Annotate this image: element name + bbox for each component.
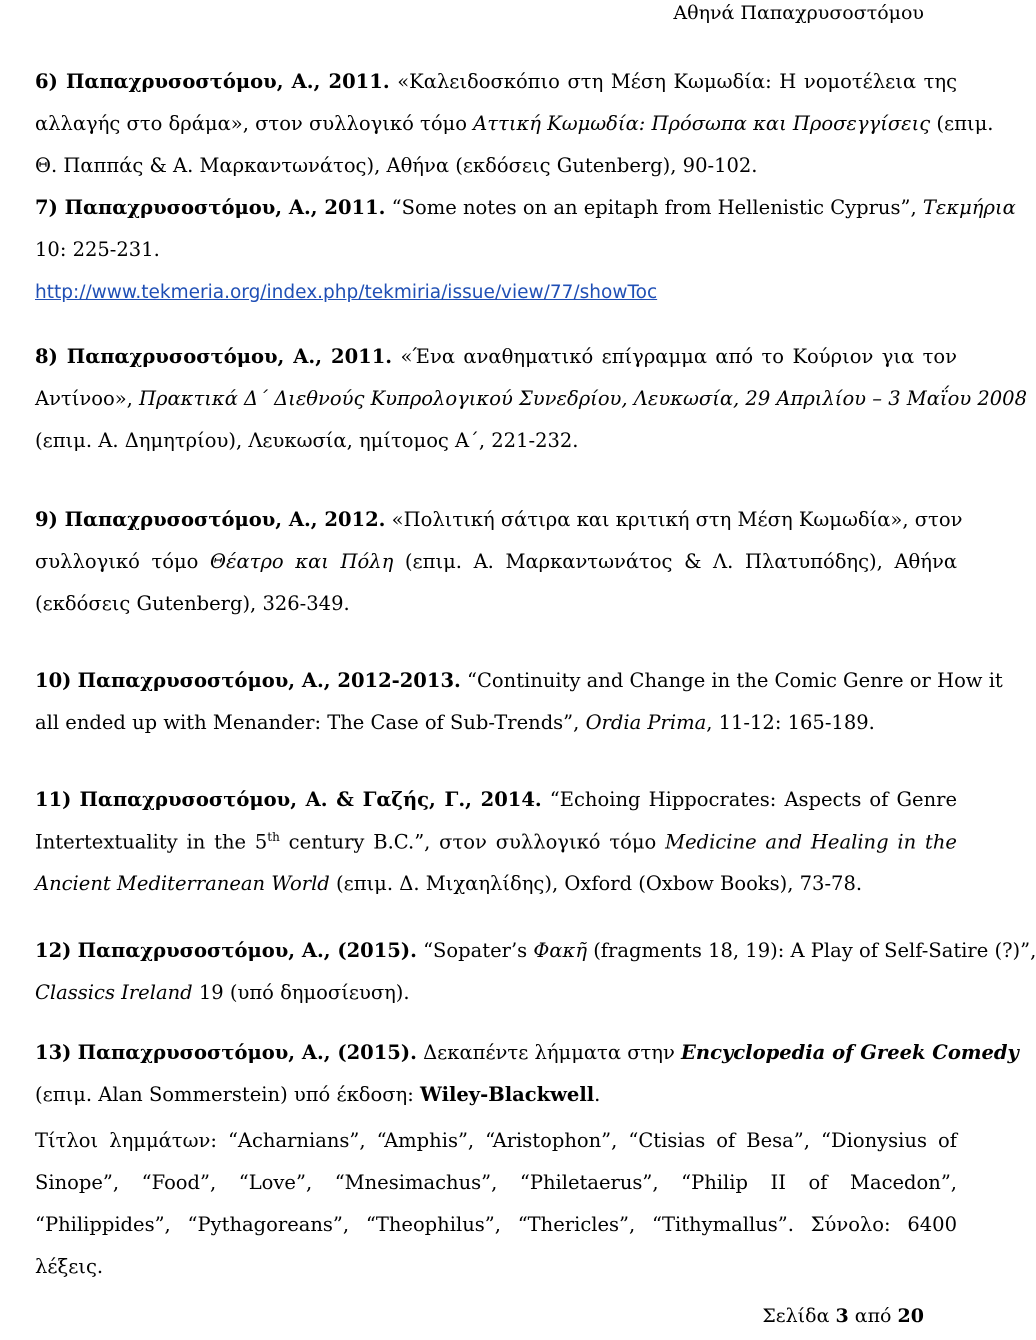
page-number: 3: [835, 1305, 849, 1327]
entry-text: , 11-12: 165-189.: [706, 711, 875, 734]
entry-volume-title: Αττική Κωμωδία: Πρόσωπα και Προσεγγίσεις: [473, 112, 931, 135]
entry-author: Παπαχρυσοστόμου, Α. & Γαζής, Γ.,: [79, 788, 481, 811]
entry-text: (fragments 18, 19): A Play of Self-Satire (?)”,: [587, 939, 1036, 962]
entry-text: αλλαγής στο δράμα», στον συλλογικό τόμο: [35, 112, 474, 135]
entry-line: (εκδόσεις Gutenberg), 326-349.: [35, 592, 350, 615]
entry-number: 12): [35, 939, 72, 962]
entry-text: Αντίνοο»,: [35, 387, 140, 410]
entry-text: century B.C.”, στον συλλογικό τόμο: [279, 830, 666, 854]
entry-line: [35, 112, 994, 135]
entry-title: Δεκαπέντε λήμματα στην: [416, 1041, 682, 1064]
entry-line: λέξεις.: [35, 1255, 104, 1278]
tekmeria-link[interactable]: http://www.tekmeria.org/index.php/tekmiria/issue/view/77/showToc: [35, 282, 658, 303]
entry-year: 2012.: [324, 508, 386, 531]
entry-line: [35, 387, 1027, 410]
entry-line: [35, 550, 957, 573]
entry-author: 8) Παπαχρυσοστόμου, Α.,: [35, 345, 332, 368]
entry-text: Intertextuality in the 5: [35, 830, 268, 854]
entry-line: [35, 872, 957, 895]
entry-number: 13): [35, 1041, 72, 1064]
entry-line: [35, 70, 957, 93]
entry-year: 2011.: [328, 70, 390, 93]
entry-year: (2015).: [337, 1041, 417, 1064]
entry-line: “Philippides”, “Pythagoreans”, “Theophilus”, “Thericles”, “Tithymallus”. Σύνολο: 6400: [35, 1213, 957, 1236]
entry-volume-title: Θέατρο και Πόλη: [210, 550, 394, 573]
entry-text: (επιμ.: [930, 112, 994, 135]
entry-line: [35, 1041, 1019, 1064]
footer-of: από: [854, 1305, 892, 1327]
entry-number: 11): [35, 788, 72, 811]
entry-author: 7) Παπαχρυσοστόμου, Α.,: [35, 196, 325, 219]
entry-author: 6) Παπαχρυσοστόμου, Α.,: [35, 70, 329, 93]
entry-year: 2012-2013.: [337, 669, 461, 692]
entry-text: all ended up with Menander: The Case of Sub-Trends”,: [35, 711, 586, 734]
entry-number: 10): [35, 669, 72, 692]
entry-line: Sinope”, “Food”, “Love”, “Mnesimachus”, “Philetaerus”, “Philip II of Macedon”,: [35, 1171, 957, 1194]
entry-line: [35, 1083, 957, 1106]
entry-line: [35, 345, 957, 368]
entry-line: Θ. Παππάς & Α. Μαρκαντωνάτος), Αθήνα (εκδόσεις Gutenberg), 90-102.: [35, 154, 758, 177]
entry-title: “Sopater’s: [416, 939, 534, 962]
entry-text: (επιμ. Δ. Μιχαηλίδης), Oxford (Oxbow Books), 73-78.: [329, 872, 863, 895]
entry-year: 2011.: [331, 345, 393, 368]
entry-line: [35, 711, 957, 734]
footer-label: Σελίδα: [762, 1305, 830, 1327]
page-total: 20: [897, 1305, 924, 1327]
entry-line: [35, 939, 1036, 962]
superscript: th: [267, 830, 280, 844]
entry-line: 10: 225-231.: [35, 238, 160, 261]
entry-line: [35, 508, 963, 531]
entry-text: (επιμ. Α. Μαρκαντωνάτος & Λ. Πλατυπόδης), Αθήνα: [393, 550, 957, 573]
entry-volume-title: Ancient Mediterranean World: [35, 872, 330, 895]
entry-line: [35, 981, 957, 1004]
entry-line: [35, 830, 957, 854]
entry-title: “Some notes on an epitaph from Hellenistic Cyprus”,: [385, 196, 923, 219]
entry-publisher: Wiley-Blackwell: [420, 1083, 595, 1106]
entry-year: 2011.: [324, 196, 386, 219]
entry-text: (επιμ. Alan Sommerstein) υπό έκδοση:: [35, 1083, 421, 1106]
entry-title: “Continuity and Change in the Comic Genre or How it: [460, 669, 1003, 692]
entry-text: 19 (υπό δημοσίευση).: [192, 981, 410, 1004]
page-footer: [762, 1305, 924, 1327]
running-header-author: Αθηνά Παπαχρυσοστόμου: [673, 2, 924, 24]
entry-author: 9) Παπαχρυσοστόμου, Α.,: [35, 508, 325, 531]
entry-title: «Πολιτική σάτιρα και κριτική στη Μέση Κωμωδία», στον: [385, 508, 963, 531]
entry-title: «Ένα αναθηματικό επίγραμμα από το Κούριον για τον: [392, 345, 957, 368]
entry-year: 2014.: [480, 788, 542, 811]
entry-volume-title: Medicine and Healing in the: [665, 830, 957, 854]
entry-year: (2015).: [337, 939, 417, 962]
entry-encyclopedia-title: Encyclopedia of Greek Comedy: [681, 1041, 1019, 1064]
entry-line: [35, 280, 957, 303]
entry-line: Τίτλοι λημμάτων: “Acharnians”, “Amphis”, “Aristophon”, “Ctisias of Besa”, “Dionysius of: [35, 1129, 957, 1152]
entry-author: Παπαχρυσοστόμου, Α.,: [77, 939, 338, 962]
entry-author: Παπαχρυσοστόμου, Α.,: [77, 669, 338, 692]
entry-journal: Ordia Prima: [585, 711, 707, 734]
entry-line: (επιμ. Α. Δημητρίου), Λευκωσία, ημίτομος Α΄, 221-232.: [35, 429, 579, 452]
entry-title: «Καλειδοσκόπιο στη Μέση Κωμωδία: Η νομοτέλεια της: [389, 70, 957, 93]
entry-journal: Τεκμήρια: [922, 196, 1016, 219]
entry-title: “Echoing Hippocrates: Aspects of Genre: [541, 788, 958, 811]
entry-line: [35, 196, 1016, 219]
entry-line: [35, 788, 957, 811]
entry-line: [35, 669, 1003, 692]
entry-proceedings: Πρακτικά Δ΄ Διεθνούς Κυπρολογικού Συνεδρίου, Λευκωσία, 29 Απριλίου – 3 Μαΐου 2008: [139, 387, 1027, 410]
entry-author: Παπαχρυσοστόμου, Α.,: [77, 1041, 338, 1064]
entry-journal: Classics Ireland: [35, 981, 193, 1004]
entry-play-title: Φακῆ: [533, 939, 587, 962]
entry-text: .: [594, 1083, 601, 1106]
entry-text: συλλογικό τόμο: [35, 550, 211, 573]
